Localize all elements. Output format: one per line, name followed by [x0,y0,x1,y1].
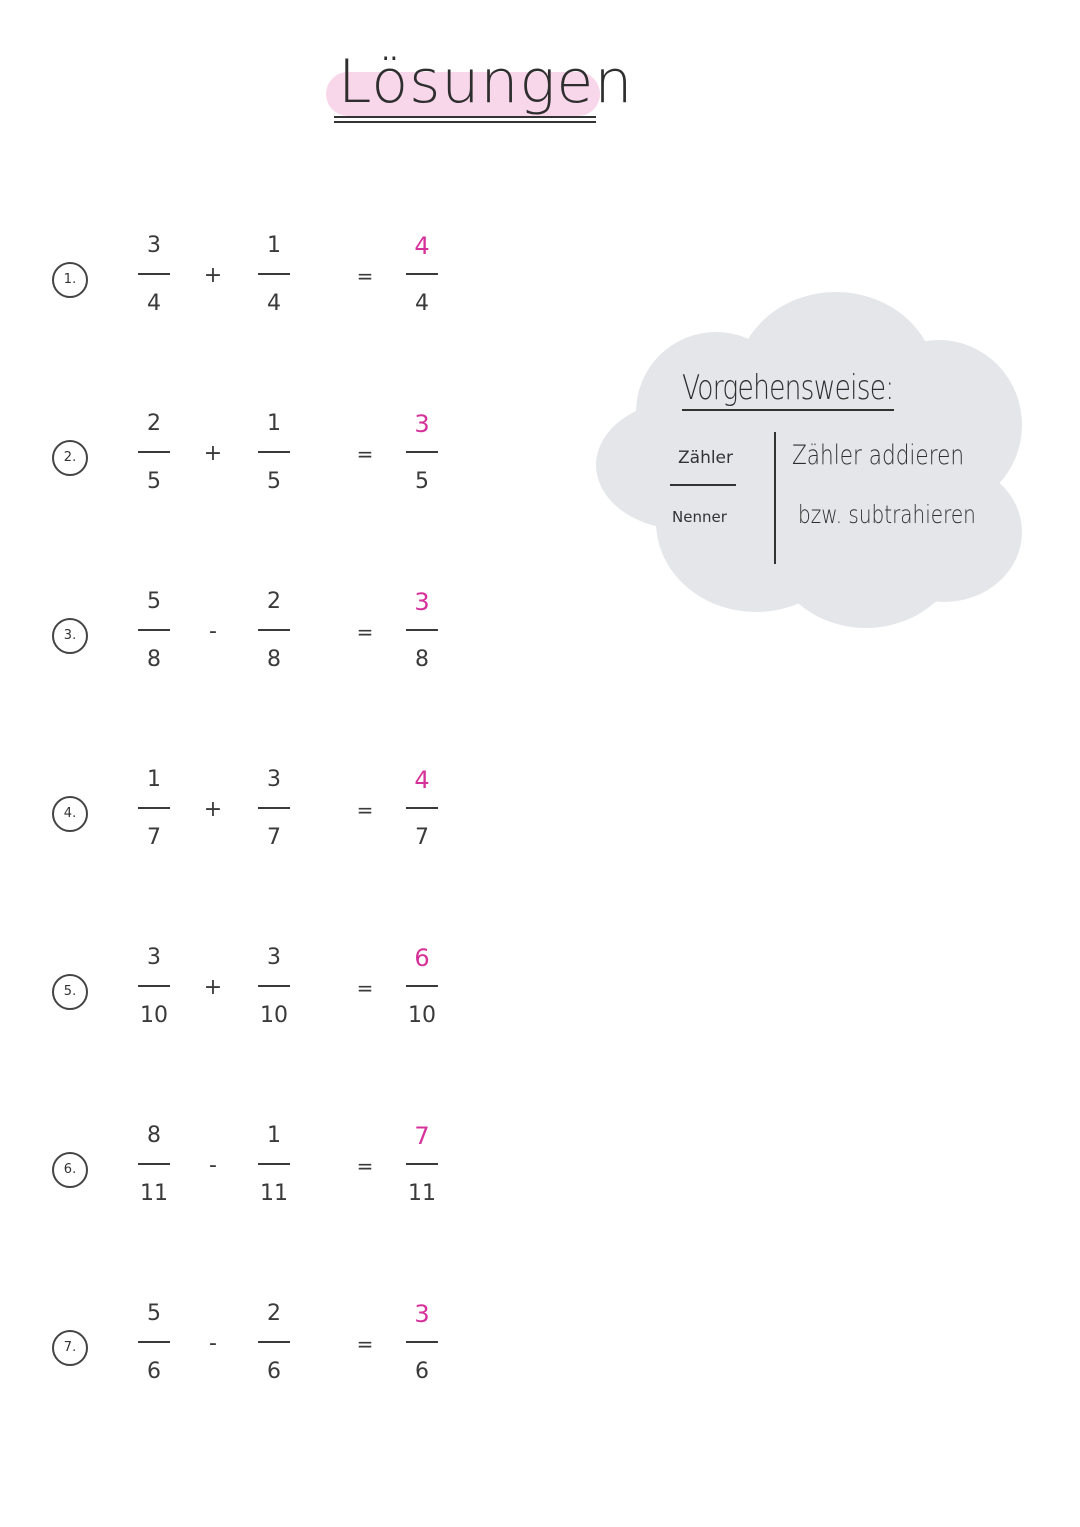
denominator: 10 [260,1003,288,1028]
result-numerator: 4 [414,766,430,794]
operator: + [203,975,223,1000]
fraction [252,588,296,684]
numerator: 2 [267,589,281,614]
numerator: 1 [147,767,161,792]
problem-row [0,588,560,688]
fraction-bar [406,985,438,987]
result-numerator: 3 [414,588,430,616]
title-underline [334,116,596,118]
problem-row [0,232,560,332]
numerator: 3 [147,233,161,258]
fraction [132,588,176,684]
numerator: 2 [267,1301,281,1326]
result-fraction [400,588,444,684]
result-fraction [400,944,444,1040]
problem-row [0,410,560,510]
fraction [252,1122,296,1218]
denominator: 7 [147,825,161,850]
denominator: 4 [147,291,161,316]
numerator: 1 [267,411,281,436]
operator: + [203,441,223,466]
equals-sign: = [356,798,374,822]
problem-number: 3. [52,618,88,654]
fraction-bar [258,807,290,809]
procedure-divider [774,432,776,564]
denominator: 8 [267,647,281,672]
numerator: 5 [147,589,161,614]
denominator: 4 [267,291,281,316]
equals-sign: = [356,264,374,288]
result-fraction [400,232,444,328]
fraction [252,232,296,328]
denominator: 6 [147,1359,161,1384]
denominator: 7 [267,825,281,850]
denominator: 7 [415,825,429,850]
fraction-bar [258,629,290,631]
equals-sign: = [356,442,374,466]
fraction-bar [406,629,438,631]
numerator: 3 [267,767,281,792]
fraction-bar [138,451,170,453]
result-numerator: 6 [414,944,430,972]
fraction [132,766,176,862]
denominator: 10 [140,1003,168,1028]
procedure-box [596,292,1026,632]
fraction-bar [258,985,290,987]
numerator: 3 [147,945,161,970]
denominator: 6 [415,1359,429,1384]
problem-number: 4. [52,796,88,832]
denominator: 8 [415,647,429,672]
denominator: 5 [415,469,429,494]
page-title-block [322,40,634,140]
result-numerator: 7 [414,1122,430,1150]
fraction-bar [258,451,290,453]
equals-sign: = [356,1154,374,1178]
denominator: 4 [415,291,429,316]
fraction [252,410,296,506]
operator: - [209,1331,217,1356]
numerator: 8 [147,1123,161,1148]
fraction-bar [258,273,290,275]
fraction-bar [138,273,170,275]
operator: - [209,1153,217,1178]
fraction [132,410,176,506]
denominator: 5 [147,469,161,494]
denominator: 11 [260,1181,288,1206]
operator: + [203,797,223,822]
fraction-bar [406,807,438,809]
numerator: 1 [267,233,281,258]
result-fraction [400,766,444,862]
fraction-bar [406,1341,438,1343]
problem-number: 5. [52,974,88,1010]
fraction-bar [138,1341,170,1343]
denominator: 10 [408,1003,436,1028]
fraction-bar [670,484,736,486]
procedure-rule-line2: bzw. subtrahieren [798,500,976,529]
procedure-heading: Vorgehensweise: [682,368,894,408]
procedure-rule-line1: Zähler addieren [792,440,965,471]
denominator: 5 [267,469,281,494]
numerator: 5 [147,1301,161,1326]
denominator: 11 [140,1181,168,1206]
problem-number: 2. [52,440,88,476]
denominator-label: Nenner [672,508,727,526]
denominator: 11 [408,1181,436,1206]
fraction [132,1300,176,1396]
procedure-heading-underline [682,409,894,411]
numerator-label: Zähler [678,448,734,468]
fraction-bar [406,273,438,275]
operator: + [203,263,223,288]
equals-sign: = [356,976,374,1000]
problem-number: 7. [52,1330,88,1366]
problem-number: 1. [52,262,88,298]
problem-row [0,1122,560,1222]
result-numerator: 3 [414,410,430,438]
numerator: 2 [147,411,161,436]
fraction [252,1300,296,1396]
fraction-bar [138,807,170,809]
numerator: 3 [267,945,281,970]
result-numerator: 4 [414,232,430,260]
fraction-bar [406,451,438,453]
fraction-bar [138,985,170,987]
numerator: 1 [267,1123,281,1148]
problem-row [0,1300,560,1400]
fraction-bar [258,1163,290,1165]
result-fraction [400,1300,444,1396]
problem-row [0,766,560,866]
fraction [252,766,296,862]
title-underline-second [334,121,596,123]
result-fraction [400,410,444,506]
fraction-bar [258,1341,290,1343]
problem-row [0,944,560,1044]
result-numerator: 3 [414,1300,430,1328]
denominator: 6 [267,1359,281,1384]
operator: - [209,619,217,644]
fraction [132,944,176,1040]
fraction [252,944,296,1040]
fraction-bar [138,629,170,631]
fraction-bar [406,1163,438,1165]
denominator: 8 [147,647,161,672]
fraction [132,232,176,328]
result-fraction [400,1122,444,1218]
equals-sign: = [356,1332,374,1356]
page-title: Lösungen [338,47,634,117]
fraction-bar [138,1163,170,1165]
equals-sign: = [356,620,374,644]
problem-number: 6. [52,1152,88,1188]
fraction [132,1122,176,1218]
